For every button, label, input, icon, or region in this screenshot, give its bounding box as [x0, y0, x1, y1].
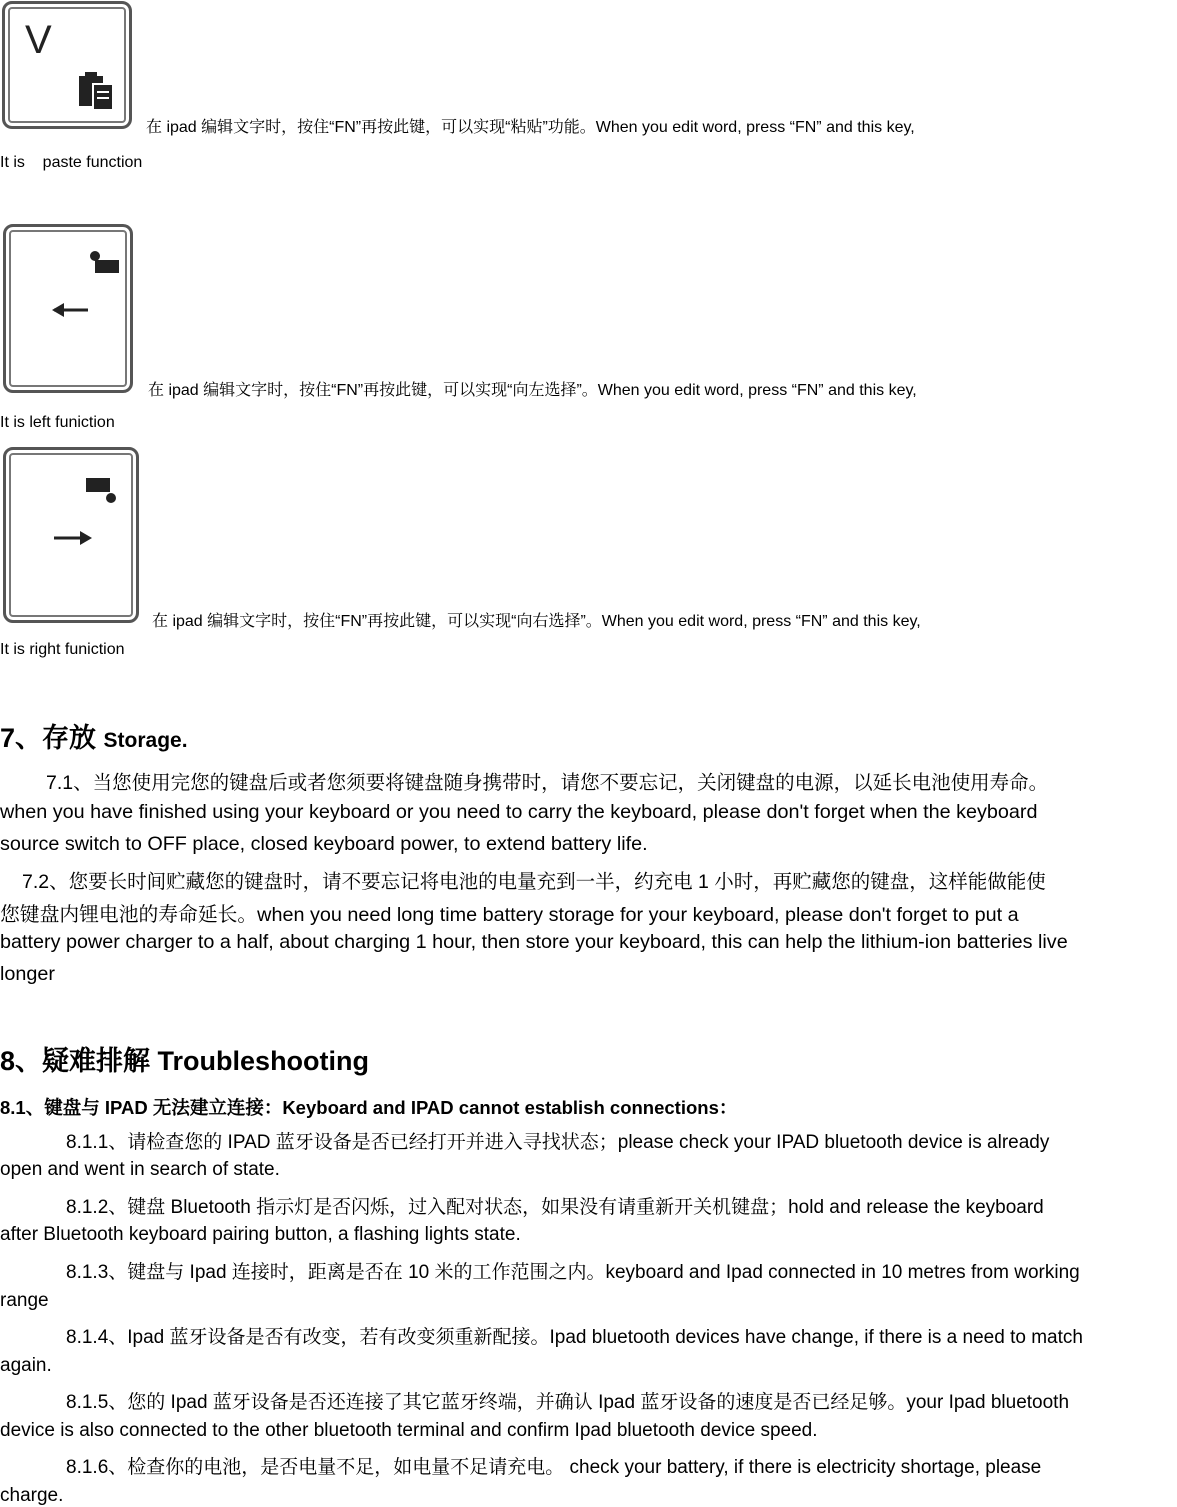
storage-heading-en: Storage.: [103, 729, 188, 752]
list-item-8-1-3-l2: range: [0, 1290, 49, 1311]
paste-key-caption: 在 ipad 编辑文字时，按住“FN”再按此键，可以实现“粘贴”功能。When you edit word, press “FN” and this key,: [146, 119, 915, 136]
select-left-key-caption: 在 ipad 编辑文字时，按住“FN”再按此键，可以实现“向左选择”。When you edit word, press “FN” and this key,: [148, 382, 917, 399]
list-item-8-1-6-l1: 8.1.6、检查你的电池，是否电量不足，如电量不足请充电。 check your battery, if there is electricity shortage, please: [66, 1457, 1042, 1478]
select-left-icon: [6, 227, 130, 390]
select-right-icon: [6, 450, 136, 620]
list-item-8-1-4-l1: 8.1.4、Ipad 蓝牙设备是否有改变，若有改变须重新配接。Ipad bluetooth devices have change, if there is a need to match: [66, 1327, 1083, 1348]
list-item-8-1-1-l1: 8.1.1、请检查您的 IPAD 蓝牙设备是否已经打开并进入寻找状态；please check your IPAD bluetooth device is already: [66, 1132, 1050, 1153]
paste-key-image: [2, 1, 132, 129]
list-item-8-1-5-l1: 8.1.5、您的 Ipad 蓝牙设备是否还连接了其它蓝牙终端，并确认 Ipad 蓝牙设备的速度是否已经足够。your Ipad bluetooth: [66, 1392, 1070, 1413]
paste-key-function: It is paste function: [0, 154, 143, 171]
storage-heading-cn: 7、存放: [0, 723, 97, 753]
list-item-8-1-1-l2: open and went in search of state.: [0, 1159, 280, 1180]
list-item-8-1-4-l2: again.: [0, 1355, 52, 1376]
list-item-8-1-5-l2: device is also connected to the other bluetooth terminal and confirm Ipad bluetooth device speed.: [0, 1420, 818, 1441]
clipboard-paste-icon: [5, 4, 129, 126]
storage-p1-en-b: source switch to OFF place, closed keyboard power, to extend battery life.: [0, 833, 648, 855]
troubleshooting-subheading: 8.1、键盘与 IPAD 无法建立连接：Keyboard and IPAD cannot establish connections：: [0, 1097, 738, 1118]
storage-p1-en-a: when you have finished using your keyboard or you need to carry the keyboard, please don't forget when the keyboard: [0, 801, 1038, 823]
select-left-key-function: It is left funiction: [0, 414, 115, 431]
storage-p2-l3: battery power charger to a half, about charging 1 hour, then store your keyboard, this can help the lithium-ion batteries live: [0, 931, 1068, 953]
list-item-8-1-3-l1: 8.1.3、键盘与 Ipad 连接时，距离是否在 10 米的工作范围之内。keyboard and Ipad connected in 10 metres from working: [66, 1262, 1080, 1283]
troubleshooting-heading-cn: 8、疑难排解: [0, 1046, 151, 1076]
troubleshooting-heading: [0, 1039, 369, 1078]
storage-p2-cn: 7.2、您要长时间贮藏您的键盘时，请不要忘记将电池的电量充到一半，约充电 1 小时，再贮藏您的键盘，这样能做能使: [22, 871, 1046, 893]
key-glyph-v: V: [25, 18, 52, 62]
list-item-8-1-2-l1: 8.1.2、键盘 Bluetooth 指示灯是否闪烁，过入配对状态，如果没有请重新开关机键盘；hold and release the keyboard: [66, 1197, 1044, 1218]
storage-p2-l4: longer: [0, 963, 55, 985]
storage-heading: [0, 716, 188, 755]
select-right-key-caption: 在 ipad 编辑文字时，按住“FN”再按此键，可以实现“向右选择”。When you edit word, press “FN” and this key,: [152, 613, 921, 630]
troubleshooting-heading-en: Troubleshooting: [157, 1046, 370, 1076]
storage-p1-cn: 7.1、当您使用完您的键盘后或者您须要将键盘随身携带时，请您不要忘记，关闭键盘的电源，以延长电池使用寿命。: [46, 772, 1049, 794]
list-item-8-1-6-l2: charge.: [0, 1485, 64, 1506]
select-right-key-image: [3, 447, 139, 623]
list-item-8-1-2-l2: after Bluetooth keyboard pairing button, a flashing lights state.: [0, 1224, 521, 1245]
select-left-key-image: [3, 224, 133, 393]
storage-p2-l2: 您键盘内锂电池的寿命延长。when you need long time battery storage for your keyboard, please don't forget to put a: [0, 904, 1019, 926]
select-right-key-function: It is right funiction: [0, 641, 125, 658]
